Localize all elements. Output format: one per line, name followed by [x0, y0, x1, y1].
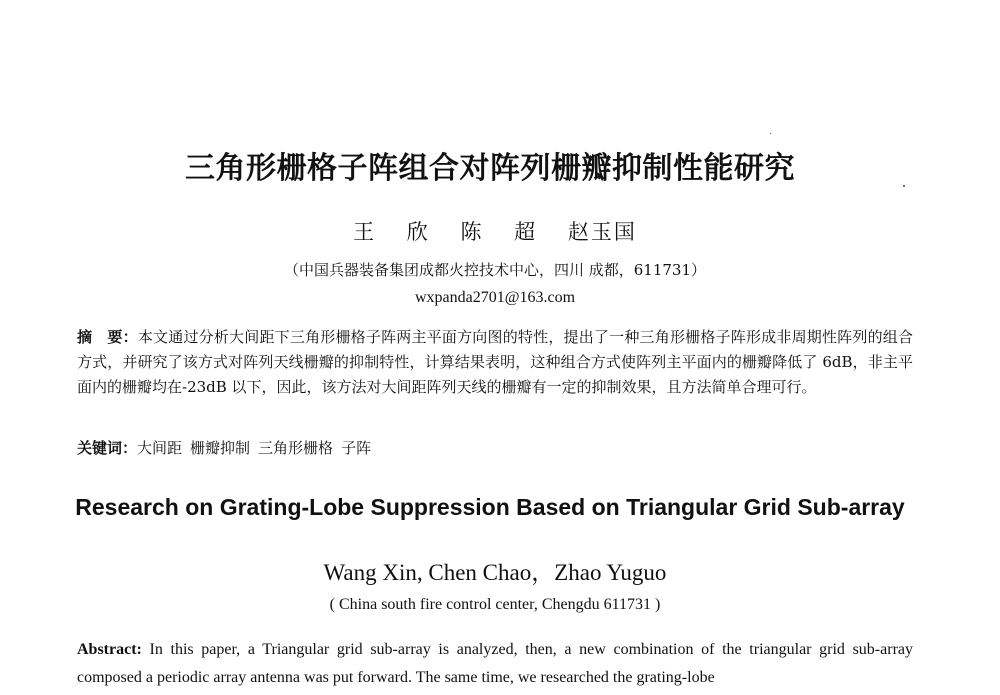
- chinese-title: 三角形栅格子阵组合对阵列栅瓣抑制性能研究: [185, 151, 795, 186]
- chinese-abstract-text: 本文通过分析大间距下三角形栅格子阵两主平面方向图的特性，提出了一种三角形栅格子阵形成非周期性阵列的组合方式，并研究了该方式对阵列天线栅瓣的抑制特性，计算结果表明，这种组合方式使阵列主平面内的栅瓣降低了 6dB，非主平面内的栅瓣均在-23dB 以下，因此，该方法对大间距阵列天线的栅瓣有一定的抑制效果，且方法简单合理可行。: [77, 328, 913, 396]
- chinese-affiliation: （中国兵器装备集团成都火控技术中心，四川 成都，611731）: [283, 261, 707, 279]
- chinese-keywords: [77, 437, 913, 459]
- english-abstract: [77, 636, 913, 692]
- english-affiliation: ( China south fire control center, Chengdu 611731 ): [329, 596, 661, 613]
- chinese-abstract: [77, 325, 913, 400]
- english-abstract-label: Abstract:: [77, 641, 142, 658]
- chinese-abstract-label: 摘 要：: [77, 328, 138, 346]
- keyword: 栅瓣抑制: [190, 439, 251, 457]
- english-abstract-text: In this paper, a Triangular grid sub-array is analyzed, then, a new combination of the triangular grid sub-array composed a periodic array antenna was put forward. The same time, we researched the grating-lobe: [77, 641, 913, 686]
- keyword: 三角形栅格: [258, 439, 334, 457]
- chinese-author-2: 陈 超: [460, 220, 538, 244]
- author-email: wxpanda2701@163.com: [414, 289, 576, 306]
- keyword: 子阵: [341, 439, 372, 457]
- chinese-author-3: 赵玉国: [567, 220, 637, 244]
- chinese-author-1: 王 欣: [353, 220, 430, 244]
- chinese-authors: [0, 216, 990, 246]
- scan-speck: [903, 185, 905, 187]
- english-title: Research on Grating-Lobe Suppression Based on Triangular Grid Sub-array: [75, 494, 905, 520]
- keyword: 大间距: [137, 439, 183, 457]
- chinese-keywords-label: 关键词：: [77, 439, 138, 457]
- english-authors: Wang Xin, Chen Chao，Zhao Yuguo: [323, 560, 667, 585]
- scan-speck: [770, 133, 771, 134]
